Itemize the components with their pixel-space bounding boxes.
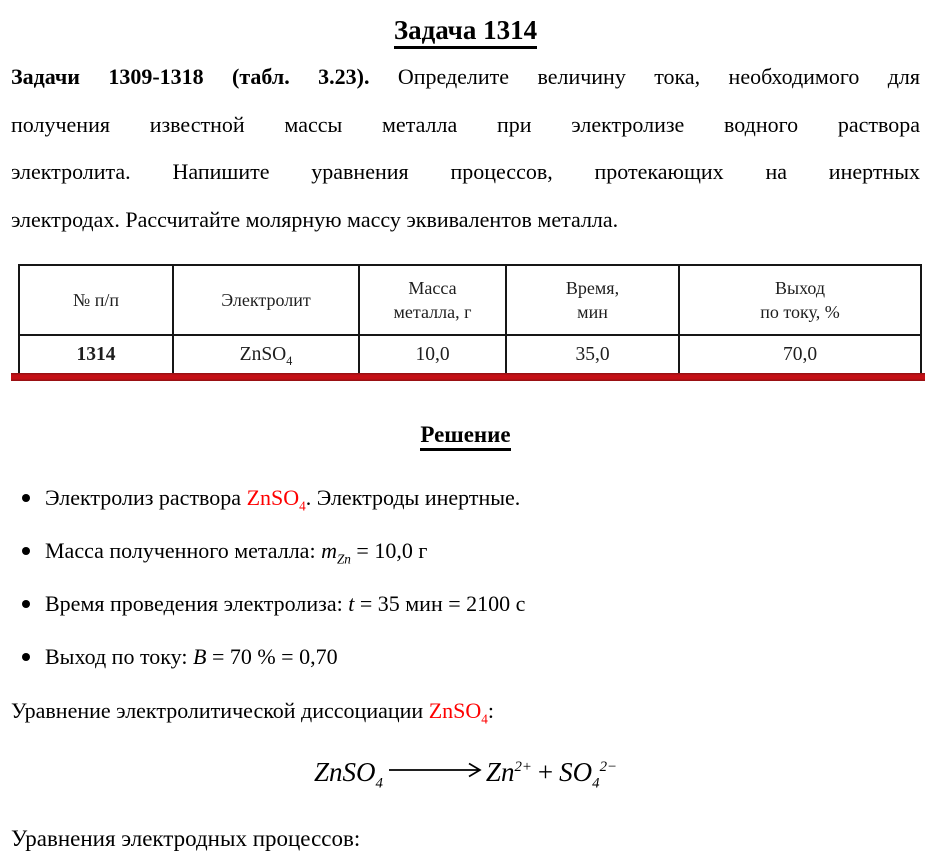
intro-line-4: электродах. Рассчитайте молярную массу эквивалентов металла. <box>11 206 619 232</box>
yield-variable: B <box>192 643 207 669</box>
cell-problem-number: 1314 <box>19 335 173 373</box>
cell-electrolyte <box>173 335 359 373</box>
mass-variable: m <box>321 537 337 563</box>
electrode-processes-line: Уравнения электродных процессов: <box>11 826 361 851</box>
document-page <box>0 15 931 853</box>
intro-line-2: получения известной массы металла при электролизе водного раствора <box>11 111 920 137</box>
solution-heading-text: Решение <box>420 422 510 451</box>
electrolyte-formula: ZnSO <box>239 343 287 365</box>
dissociation-equation: ZnSO$_4$ $Zn^{2+} + SO_4^{2-}$ <box>313 757 618 792</box>
bullet-dot-icon <box>22 547 30 555</box>
page-title-text: Задача 1314 <box>394 15 537 49</box>
page-title <box>11 15 920 45</box>
dissociation-paragraph: Уравнение электролитической диссоциации ZnSO$_4$: <box>11 698 494 727</box>
intro-lead-bold: Задачи 1309-1318 (табл. 3.23). <box>11 64 370 89</box>
intro-line-1 <box>11 53 920 101</box>
cell-mass: 10,0 <box>359 335 506 373</box>
bullet-dot-icon <box>22 494 30 502</box>
bullet-dot-icon <box>22 600 30 608</box>
bullet-dot-icon <box>22 653 30 661</box>
solution-bullets <box>11 471 920 683</box>
mass-variable-subscript: Zn <box>336 550 351 566</box>
cell-yield: 70,0 <box>679 335 921 373</box>
table-data-row <box>19 335 921 373</box>
header-cell-time: Время, мин <box>506 265 679 335</box>
time-variable: t <box>348 590 355 616</box>
bullet-item-yield: Выход по току: B = 70 % = 0,70 <box>11 630 920 683</box>
electrolyte-formula-red: ZnSO$_4$ <box>246 484 306 513</box>
bullet-item-mass: Масса полученного металла: $m_{Zn} = 10,0$ г <box>11 524 920 577</box>
electrolyte-formula-subscript: 4 <box>286 353 293 368</box>
cell-time: 35,0 <box>506 335 679 373</box>
header-cell-mass: Масса металла, г <box>359 265 506 335</box>
equation-lhs: ZnSO <box>313 757 376 787</box>
bullet-item-time: Время проведения электролиза: t = 35 мин = 2100 с <box>11 577 920 630</box>
intro-paragraph <box>11 53 920 243</box>
header-cell-number: № п/п <box>19 265 173 335</box>
header-cell-electrolyte: Электролит <box>173 265 359 335</box>
problems-table <box>18 264 922 373</box>
intro-line-3: электролита. Напишите уравнения процессов, протекающих на инертных <box>11 159 920 184</box>
equation-rhs-cation: Zn <box>485 757 515 787</box>
red-divider <box>11 373 925 381</box>
equation-plus-sign: + <box>537 757 554 787</box>
long-right-arrow-icon <box>387 761 485 779</box>
header-cell-yield: Выход по току, % <box>679 265 921 335</box>
solution-heading <box>11 422 920 448</box>
intro-line-1-rest: Определите величину тока, необходимого для <box>369 64 920 89</box>
equation-rhs-anion: SO <box>559 757 593 787</box>
dissociation-formula-red: ZnSO$_4$ <box>428 698 488 727</box>
bullet-item-electrolysis: Электролиз раствора ZnSO$_4$. Электроды инертные. <box>11 471 920 524</box>
table-header-row <box>19 265 921 335</box>
